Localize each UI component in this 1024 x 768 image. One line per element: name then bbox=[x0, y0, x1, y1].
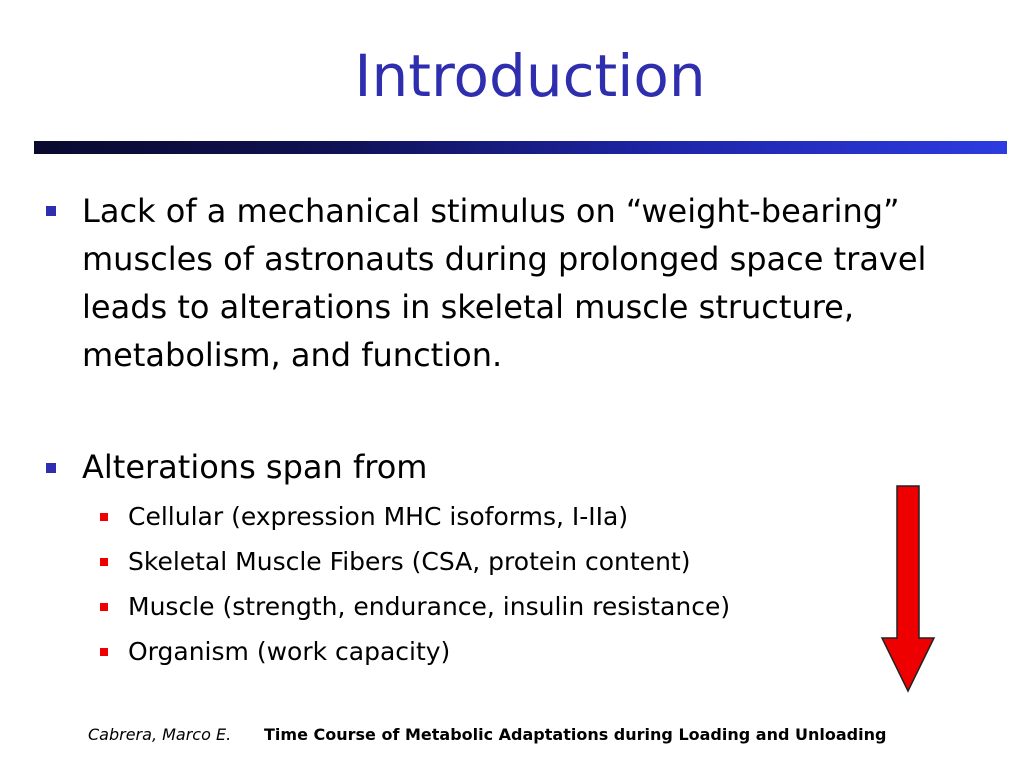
square-bullet-icon bbox=[46, 206, 56, 216]
subbullet-cellular: Cellular (expression MHC isoforms, I-IIa) bbox=[128, 502, 629, 531]
subbullet-muscle: Muscle (strength, endurance, insulin resistance) bbox=[128, 592, 731, 621]
small-square-bullet-icon bbox=[100, 648, 108, 656]
square-bullet-icon bbox=[46, 463, 56, 473]
small-square-bullet-icon bbox=[100, 513, 108, 521]
slide-title: Introduction bbox=[354, 42, 706, 110]
footer-title: Time Course of Metabolic Adaptations during Loading and Unloading bbox=[264, 725, 887, 744]
bullet-text-mechanical-stimulus: Lack of a mechanical stimulus on “weight-bearing” muscles of astronauts during prolonged space travel leads to alterations in skeletal muscle structure, metabolism, and function. bbox=[82, 192, 927, 374]
small-square-bullet-icon bbox=[100, 603, 108, 611]
footer-author: Cabrera, Marco E. bbox=[88, 725, 232, 744]
slide-footer bbox=[0, 722, 1024, 748]
subbullet-skeletal-muscle-fibers: Skeletal Muscle Fibers (CSA, protein content) bbox=[128, 547, 691, 576]
subbullet-organism: Organism (work capacity) bbox=[128, 637, 451, 666]
down-arrow-icon bbox=[880, 484, 936, 694]
small-square-bullet-icon bbox=[100, 558, 108, 566]
bullet-text-alterations-span: Alterations span from bbox=[82, 448, 428, 486]
